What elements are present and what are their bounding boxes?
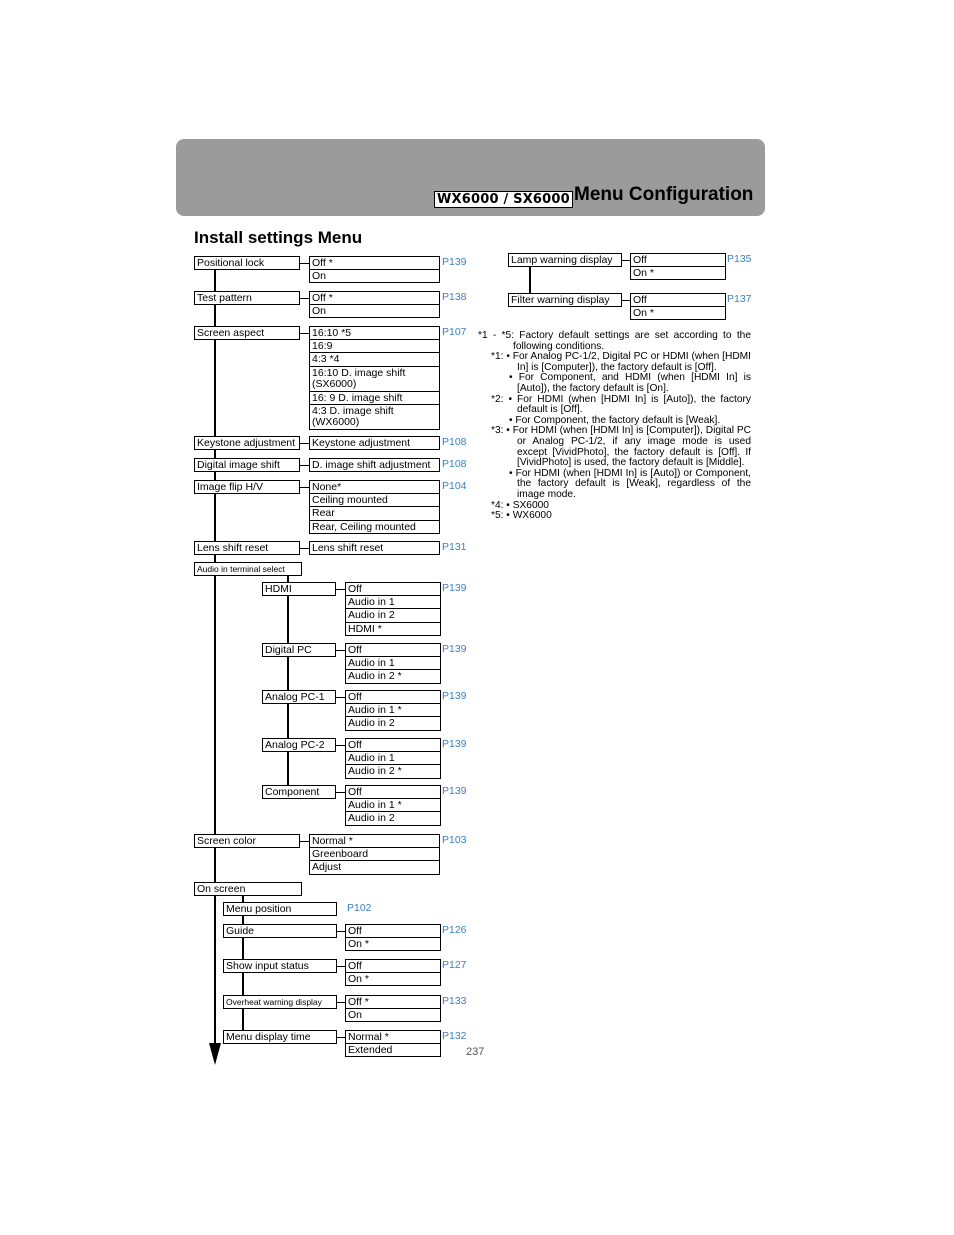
option-item: D. image shift adjustment <box>309 458 440 472</box>
option-item: Audio in 1 <box>345 657 441 671</box>
page-ref-link: P108 <box>442 436 467 448</box>
option-item: HDMI * <box>345 623 441 637</box>
menu-item-8: Screen color <box>194 834 300 848</box>
option-item: On * <box>630 307 726 321</box>
option-item: Off <box>345 959 441 973</box>
menu-item-6: Lens shift reset <box>194 541 300 555</box>
option-item: Rear <box>309 507 440 521</box>
option-item: Ceiling mounted <box>309 494 440 508</box>
audio-item-2: Analog PC-1 <box>262 690 336 704</box>
connector-line <box>336 650 345 651</box>
tree-spine <box>214 269 216 1049</box>
option-item: On * <box>345 938 441 952</box>
connector-line <box>300 298 309 299</box>
option-item: 16:10 *5 <box>309 326 440 340</box>
option-item: On * <box>345 973 441 987</box>
page-title: Menu Configuration <box>574 184 754 205</box>
page-ref-link: P135 <box>727 253 752 265</box>
menu-item-0: Positional lock <box>194 256 300 270</box>
page-ref-link: P103 <box>442 834 467 846</box>
page-ref-link: P133 <box>442 995 467 1007</box>
page-ref-link: P126 <box>442 924 467 936</box>
right-spine <box>529 266 531 296</box>
onscreen-item-2: Show input status <box>223 959 337 973</box>
option-item: Audio in 2 * <box>345 765 441 779</box>
page-ref-link: P138 <box>442 291 467 303</box>
right-item-0: Lamp warning display <box>508 253 622 267</box>
menu-item-5: Image flip H/V <box>194 480 300 494</box>
down-arrow-icon <box>209 1043 221 1065</box>
option-item: Off <box>345 785 441 799</box>
option-item: Off * <box>345 995 441 1009</box>
footnote-line: *1: • For Analog PC-1/2, Digital PC or HDMI (when [HDMI In] is [Computer]), the factory default is [Off]. <box>491 351 751 373</box>
option-item: Audio in 1 * <box>345 704 441 718</box>
option-item: Audio in 2 <box>345 812 441 826</box>
footnote-line: *4: • SX6000 <box>491 499 549 511</box>
footnote-line: *5: • WX6000 <box>491 510 552 522</box>
page-ref-link: P139 <box>442 582 467 594</box>
page-ref-link: P102 <box>347 902 372 914</box>
connector-line <box>622 260 630 261</box>
connector-line <box>336 745 345 746</box>
audio-item-3: Analog PC-2 <box>262 738 336 752</box>
option-item: Audio in 1 * <box>345 799 441 813</box>
option-item: On * <box>630 267 726 281</box>
page-ref-link: P132 <box>442 1030 467 1042</box>
option-item: Extended <box>345 1044 441 1058</box>
page-ref-link: P139 <box>442 785 467 797</box>
option-item: Audio in 1 <box>345 752 441 766</box>
footnote-line: • For HDMI (when [HDMI In] is [Auto]) or Component, the factory default is [Weak], regardless of the image mode. <box>509 467 751 500</box>
menu-item-3: Keystone adjustment <box>194 436 300 450</box>
menu-item-1: Test pattern <box>194 291 300 305</box>
option-item: Off <box>345 738 441 752</box>
footnotes <box>478 331 751 522</box>
option-item: Audio in 2 <box>345 717 441 731</box>
connector-line <box>337 931 345 932</box>
page-ref-link: P139 <box>442 256 467 268</box>
option-item: Off <box>345 643 441 657</box>
option-item: Normal * <box>345 1030 441 1044</box>
onscreen-item-3: Overheat warning display <box>223 995 337 1009</box>
audio-spine <box>287 574 289 794</box>
option-item: Greenboard <box>309 848 440 862</box>
footnote-line: *1 - *5: Factory default settings are set according to the following conditions. <box>478 330 751 352</box>
option-item: Off * <box>309 291 440 305</box>
connector-line <box>337 966 345 967</box>
page-ref-link: P137 <box>727 293 752 305</box>
audio-item-1: Digital PC <box>262 643 336 657</box>
option-item: Adjust <box>309 861 440 875</box>
option-item: Audio in 2 * <box>345 670 441 684</box>
footnote-line: *3: • For HDMI (when [HDMI In] is [Computer]), Digital PC or Analog PC-1/2, if any image mode is used except [VividPhoto], the factory default is [Off]. If [VividPhoto] is used, the factory default is [Middle]. <box>491 425 752 469</box>
page-ref-link: P108 <box>442 458 467 470</box>
option-item: 4:3 D. image shift (WX6000) <box>309 405 440 430</box>
connector-line <box>336 589 345 590</box>
page-ref-link: P107 <box>442 326 467 338</box>
section-title: Install settings Menu <box>194 228 363 247</box>
option-item: 16:9 <box>309 340 440 354</box>
option-item: Audio in 2 <box>345 609 441 623</box>
option-item: None* <box>309 480 440 494</box>
onscreen-item-0: Menu position <box>223 902 337 916</box>
menu-item-4: Digital image shift <box>194 458 300 472</box>
option-item: Off <box>630 253 726 267</box>
option-item: Off * <box>309 256 440 270</box>
option-item: On <box>309 305 440 319</box>
page-ref-link: P131 <box>442 541 467 553</box>
connector-line <box>336 792 345 793</box>
model-badge: WX6000 / SX6000 <box>434 191 573 208</box>
connector-line <box>300 487 309 488</box>
connector-line <box>300 443 309 444</box>
connector-line <box>622 300 630 301</box>
option-item: Keystone adjustment <box>309 436 440 450</box>
option-item: 4:3 *4 <box>309 353 440 367</box>
onscreen-item-4: Menu display time <box>223 1030 337 1044</box>
page-number: 237 <box>466 1046 485 1058</box>
audio-item-4: Component <box>262 785 336 799</box>
option-item: 16:10 D. image shift (SX6000) <box>309 367 440 392</box>
footnote-line: *2: • For HDMI (when [HDMI In] is [Auto]), the factory default is [Off]. <box>491 393 751 416</box>
right-item-1: Filter warning display <box>508 293 622 307</box>
menu-item-2: Screen aspect <box>194 326 300 340</box>
option-item: Audio in 1 <box>345 596 441 610</box>
page-ref-link: P139 <box>442 643 467 655</box>
option-item: Lens shift reset <box>309 541 440 555</box>
connector-line <box>300 333 309 334</box>
onscreen-item-1: Guide <box>223 924 337 938</box>
option-item: 16: 9 D. image shift <box>309 392 440 406</box>
option-item: Off <box>345 582 441 596</box>
page-ref-link: P127 <box>442 959 467 971</box>
option-item: Rear, Ceiling mounted <box>309 521 440 535</box>
page-ref-link: P139 <box>442 738 467 750</box>
connector-line <box>300 548 309 549</box>
option-item: On <box>345 1009 441 1023</box>
option-item: On <box>309 270 440 284</box>
option-item: Normal * <box>309 834 440 848</box>
connector-line <box>300 263 309 264</box>
footnote-line: • For Component, the factory default is [Weak]. <box>509 414 721 426</box>
footnote-line: • For Component, and HDMI (when [HDMI In] is [Auto]), the factory default is [On]. <box>509 372 751 394</box>
menu-item-7: Audio in terminal select <box>194 562 302 576</box>
audio-item-0: HDMI <box>262 582 336 596</box>
menu-item-9: On screen <box>194 882 302 896</box>
connector-line <box>337 1002 345 1003</box>
option-item: Off <box>630 293 726 307</box>
page-ref-link: P139 <box>442 690 467 702</box>
option-item: Off <box>345 924 441 938</box>
connector-line <box>337 1037 345 1038</box>
connector-line <box>300 465 309 466</box>
connector-line <box>336 697 345 698</box>
page-ref-link: P104 <box>442 480 467 492</box>
connector-line <box>300 841 309 842</box>
option-item: Off <box>345 690 441 704</box>
